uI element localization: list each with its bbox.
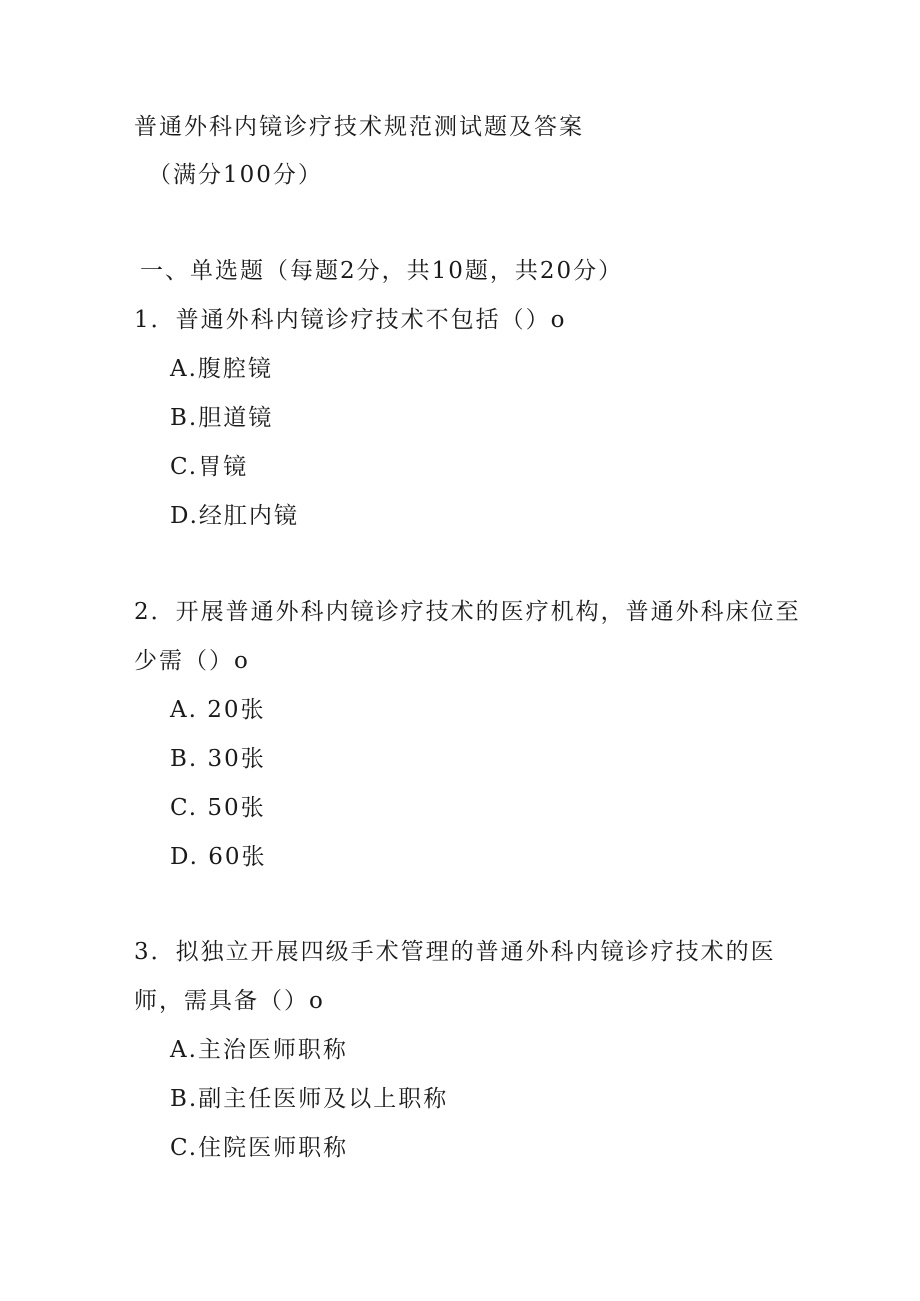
question-3-option-c: C.住院医师职称 [170, 1135, 349, 1161]
question-1-option-c: C.胃镜 [170, 454, 249, 480]
question-3-option-a: A.主治医师职称 [170, 1037, 348, 1063]
question-3-option-b: B.副主任医师及以上职称 [170, 1086, 449, 1112]
section-heading: 一、单选题（每题2分，共10题，共20分） [140, 258, 624, 284]
question-3-text-line-1: 3．拟独立开展四级手术管理的普通外科内镜诊疗技术的医 [134, 939, 776, 965]
document-subtitle: （满分100分） [148, 162, 323, 188]
question-2-option-d: D. 60张 [170, 844, 267, 870]
question-1-option-b: B.胆道镜 [170, 405, 274, 431]
question-2-option-c: C. 50张 [170, 795, 266, 821]
question-1-text: 1．普通外科内镜诊疗技术不包括（）o [134, 307, 567, 333]
question-2-text-line-2: 少需（）o [134, 648, 250, 674]
question-2-option-b: B. 30张 [170, 746, 266, 772]
question-1-option-a: A.腹腔镜 [170, 356, 273, 382]
question-2-text-line-1: 2．开展普通外科内镜诊疗技术的医疗机构，普通外科床位至 [134, 599, 801, 625]
question-2-option-a: A. 20张 [170, 697, 266, 723]
question-3-text-line-2: 师，需具备（）o [134, 988, 325, 1014]
document-title: 普通外科内镜诊疗技术规范测试题及答案 [134, 114, 584, 140]
question-1-option-d: D.经肛内镜 [170, 503, 299, 529]
